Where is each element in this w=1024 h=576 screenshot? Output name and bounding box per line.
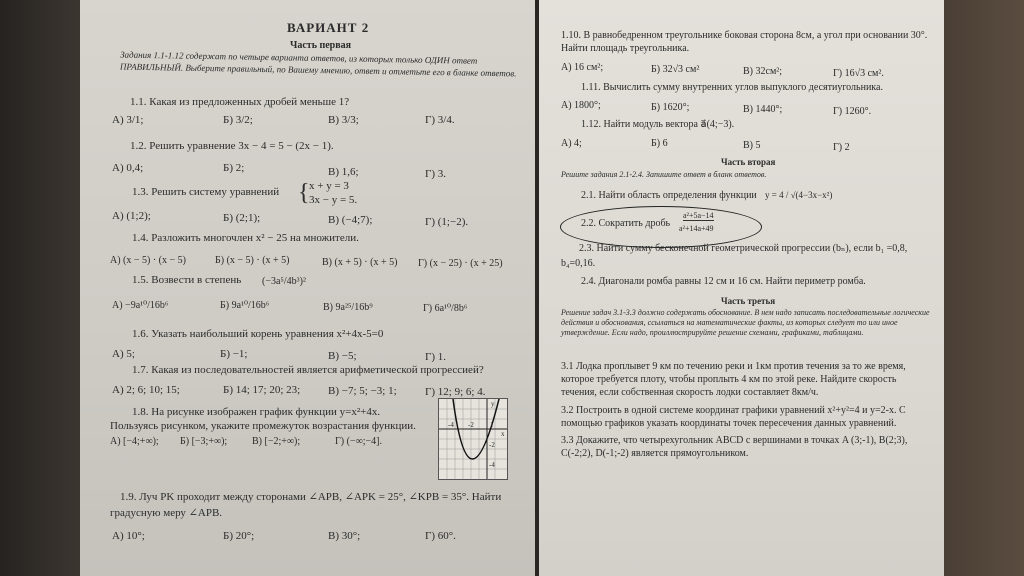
q1-10-text-2: Найти площадь треугольника. — [561, 43, 690, 54]
q2-2-denominator: a²+14a+49 — [679, 224, 714, 233]
parabola-graph — [438, 398, 508, 480]
q1-1-text: 1.1. Какая из предложенных дробей меньше 1? — [130, 96, 350, 108]
q1-4-option-b: Б) (x − 5) · (x + 5) — [215, 255, 290, 266]
q1-11-option-a: А) 1800°; — [561, 100, 601, 111]
part-one-title: Часть первая — [290, 40, 352, 51]
graph-label-y-minus-4: -4 — [489, 461, 495, 469]
q1-12-option-g: Г) 2 — [833, 142, 850, 153]
q2-2-text: 2.2. Сократить дробь — [581, 218, 671, 229]
q1-12-option-a: А) 4; — [561, 138, 582, 149]
q1-2-option-v: В) 1,6; — [328, 166, 359, 178]
q1-11-option-b: Б) 1620°; — [651, 102, 690, 113]
q1-7-option-g: Г) 12; 9; 6; 4. — [425, 386, 486, 398]
q1-8-option-g: Г) (−∞;−4]. — [335, 436, 382, 447]
q1-3-eq2: 3x − y = 5. — [309, 194, 358, 206]
q2-1-function: y = 4 / √(4−3x−x²) — [765, 190, 833, 200]
q2-4-text: 2.4. Диагонали ромба равны 12 см и 16 см. Найти периметр ромба. — [581, 276, 866, 287]
q1-5-expr: (−3a⁵/4b³)² — [262, 276, 306, 287]
q1-9-text: 1.9. Луч PK проходит между сторонами ∠APB, ∠APK = 25°, ∠KPB = 35°. Найти — [120, 491, 502, 503]
q1-8-text: 1.8. На рисунке изображен график функции y=x²+4x. — [132, 406, 381, 418]
q1-5-option-g: Г) 6a¹⁰/8b⁶ — [423, 303, 468, 314]
q1-1-option-a: А) 3/1; — [112, 114, 144, 126]
q1-3-option-v: В) (−4;7); — [328, 214, 373, 226]
q1-9-text-2: градусную меру ∠APB. — [110, 507, 223, 519]
q1-7-option-v: В) −7; 5; −3; 1; — [328, 385, 397, 397]
q1-11-text: 1.11. Вычислить сумму внутренних углов выпуклого десятиугольника. — [581, 82, 883, 93]
graph-label-x-minus-2: -2 — [468, 421, 474, 429]
q1-4-option-g: Г) (x − 25) · (x + 25) — [418, 258, 503, 269]
q1-10-option-b: Б) 32√3 см² — [651, 64, 700, 75]
q1-3-eq1: x + y = 3 — [309, 180, 349, 192]
q1-7-option-b: Б) 14; 17; 20; 23; — [223, 384, 301, 396]
q1-6-option-g: Г) 1. — [425, 351, 447, 363]
q2-2-numerator: a²+5a−14 — [683, 211, 714, 220]
graph-label-x-minus-4: -4 — [448, 421, 454, 429]
q1-2-text: 1.2. Решить уравнение 3x − 4 = 5 − (2x − 1). — [130, 140, 334, 152]
system-brace: { — [298, 180, 310, 206]
q1-2-option-a: А) 0,4; — [112, 162, 144, 174]
q1-5-text: 1.5. Возвести в степень — [132, 274, 242, 286]
part-two-instructions: Решите задания 2.1-2.4. Запишите ответ в бланк ответов. — [561, 170, 767, 179]
q1-4-option-v: В) (x + 5) · (x + 5) — [322, 257, 398, 268]
q1-6-text: 1.6. Указать наибольший корень уравнения x²+4x-5=0 — [132, 328, 384, 340]
q1-2-option-g: Г) 3. — [425, 168, 447, 180]
q1-3-option-g: Г) (1;−2). — [425, 216, 469, 228]
graph-label-y-minus-2: -2 — [489, 441, 495, 449]
q1-12-text: 1.12. Найти модуль вектора a⃗(4;−3). — [581, 119, 735, 130]
left-page — [80, 0, 535, 576]
q1-8-option-v: В) [−2;+∞); — [252, 436, 301, 447]
q1-3-option-a: А) (1;2); — [112, 210, 151, 222]
q1-11-option-g: Г) 1260°. — [833, 106, 872, 117]
part-three-title: Часть третья — [721, 296, 776, 306]
q1-6-option-a: А) 5; — [112, 348, 135, 360]
q1-10-option-g: Г) 16√3 см². — [833, 68, 884, 79]
q3-2-text: 3.2 Построить в одной системе координат графики уравнений x²+y²=4 и y=2-x. С помощью графиков указать координаты точек пересечения данных уравнений. — [561, 405, 906, 429]
part-three-instructions: Решение задач 3.1-3.3 должно содержать обоснование. В нем надо записать последовательные логические действия и обоснования, ссылаться на математические факты, из которых следует то или иное утверждение. Если надо, проиллюстрируйте решение схемами, графиками, таблицами. — [561, 308, 930, 337]
q3-3-text: 3.3 Докажите, что четырехугольник ABCD с вершинами в точках A (3;-1), B(2;3), C(-2;2), D(-1;-2) является прямоугольником. — [561, 435, 908, 459]
graph-label-y-axis: y — [491, 400, 495, 408]
background-right — [944, 0, 1024, 576]
q1-10-text: 1.10. В равнобедренном треугольнике боковая сторона 8см, а угол при основании 30°. — [561, 30, 928, 41]
q1-3-text: 1.3. Решить систему уравнений — [132, 186, 280, 198]
q1-10-option-a: А) 16 см²; — [561, 62, 604, 73]
q2-1-text: 2.1. Найти область определения функции — [581, 190, 757, 201]
q1-12-option-v: В) 5 — [743, 140, 761, 151]
q1-4-option-a: А) (x − 5) · (x − 5) — [110, 255, 186, 266]
graph-label-x-1: 1 — [490, 421, 494, 429]
q1-4-text: 1.4. Разложить многочлен x² − 25 на множители. — [132, 232, 359, 244]
right-page — [539, 0, 944, 576]
part-two-title: Часть вторая — [721, 157, 776, 167]
q1-10-option-v: В) 32см²; — [743, 66, 783, 77]
q1-8-option-a: А) [−4;+∞); — [110, 436, 159, 447]
graph-svg — [439, 399, 507, 479]
q1-1-option-b: Б) 3/2; — [223, 114, 253, 126]
q1-6-option-b: Б) −1; — [220, 348, 248, 360]
q3-1-text: 3.1 Лодка проплывет 9 км по течению реки и 1км против течения за то же время, которое требуется плоту, чтобы проплыть 4 км по этой реке. Найдите скорость течения, если собственная скорость лодки составляет 8км/ч. — [561, 361, 906, 398]
variant-title: ВАРИАНТ 2 — [287, 20, 370, 35]
q2-3-text: 2.3. Найти сумму бесконечной геометрической прогрессии (bₙ), если b₁ =0,8, — [579, 243, 908, 254]
q1-1-option-v: В) 3/3; — [328, 114, 359, 126]
background-left — [0, 0, 80, 576]
q1-7-text: 1.7. Какая из последовательностей является арифметической прогрессией? — [132, 364, 484, 376]
q1-11-option-v: В) 1440°; — [743, 104, 783, 115]
q1-7-option-a: А) 2; 6; 10; 15; — [112, 384, 180, 396]
q1-8-text-2: Пользуясь рисунком, укажите промежуток возрастания функции. — [110, 420, 416, 432]
q1-9-option-a: А) 10°; — [112, 530, 145, 542]
q1-12-option-b: Б) 6 — [651, 138, 668, 149]
q1-8-option-b: Б) [−3;+∞); — [180, 436, 228, 447]
q1-1-option-g: Г) 3/4. — [425, 114, 455, 126]
part-one-instructions: Задания 1.1-1.12 содержат по четыре варианта ответов, из которых только ОДИН ответ ПРАВИЛЬНЫЙ. Выберите правильный, по Вашему мнению, ответ и отметьте его в бланке ответов. — [119, 49, 517, 79]
q1-9-option-v: В) 30°; — [328, 530, 361, 542]
q1-2-option-b: Б) 2; — [223, 162, 245, 174]
q1-5-option-b: Б) 9a¹⁰/16b⁶ — [220, 300, 270, 311]
q2-3-text-2: b₄=0,16. — [561, 258, 596, 269]
q1-6-option-v: В) −5; — [328, 350, 357, 362]
q1-3-option-b: Б) (2;1); — [223, 212, 261, 224]
q1-5-option-v: В) 9a²⁵/16b⁹ — [323, 302, 373, 313]
q1-9-option-g: Г) 60°. — [425, 530, 456, 542]
q1-9-option-b: Б) 20°; — [223, 530, 255, 542]
graph-label-x-axis: x — [501, 430, 505, 438]
q1-5-option-a: А) −9a¹⁰/16b⁶ — [112, 300, 169, 311]
